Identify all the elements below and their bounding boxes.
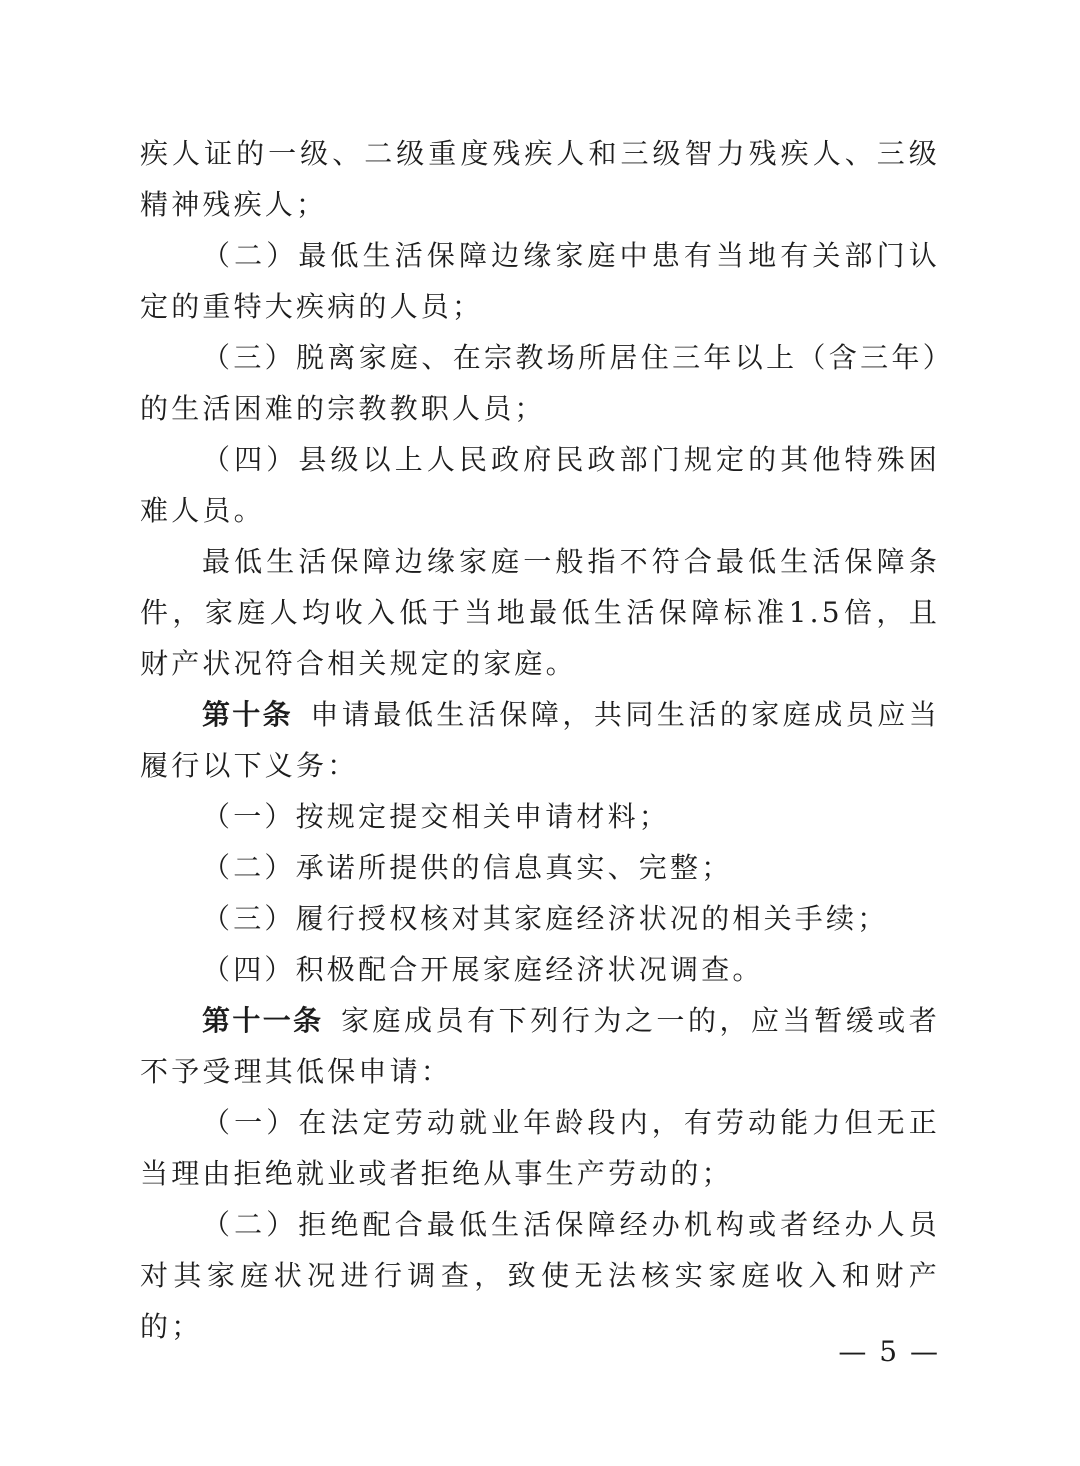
paragraph-text: （一）在法定劳动就业年龄段内，有劳动能力但无正当理由拒绝就业或者拒绝从事生产劳动的；: [140, 1106, 940, 1190]
paragraph: [140, 893, 940, 944]
paragraph-text: （一）按规定提交相关申请材料；: [202, 800, 671, 833]
page-number: — 5 —: [838, 1335, 940, 1368]
paragraph: [140, 791, 940, 842]
paragraph: [140, 128, 940, 230]
paragraph-text: （二）拒绝配合最低生活保障经办机构或者经办人员对其家庭状况进行调查，致使无法核实家庭收入和财产的；: [140, 1208, 940, 1343]
heading-spacer: [293, 698, 310, 731]
paragraph: [140, 536, 940, 689]
paragraph-text: 家庭成员有下列行为之一的，应当暂缓或者不予受理其低保申请：: [140, 1004, 940, 1088]
paragraph: [140, 230, 940, 332]
paragraph-text: （四）县级以上人民政府民政部门规定的其他特殊困难人员。: [140, 443, 940, 527]
paragraph-text: 最低生活保障边缘家庭一般指不符合最低生活保障条件，家庭人均收入低于当地最低生活保障标准1.5倍，且财产状况符合相关规定的家庭。: [140, 545, 940, 680]
article-heading: 第十条: [202, 698, 293, 731]
paragraph: [140, 1097, 940, 1199]
paragraph-text: （三）履行授权核对其家庭经济状况的相关手续；: [202, 902, 889, 935]
paragraph-text: 申请最低生活保障，共同生活的家庭成员应当履行以下义务：: [140, 698, 940, 782]
paragraph: [140, 842, 940, 893]
article-heading: 第十一条: [202, 1004, 324, 1037]
paragraph-text: （二）承诺所提供的信息真实、完整；: [202, 851, 733, 884]
paragraph: [140, 434, 940, 536]
paragraph: [140, 332, 940, 434]
paragraph-text: （二）最低生活保障边缘家庭中患有当地有关部门认定的重特大疾病的人员；: [140, 239, 940, 323]
paragraph: [140, 1199, 940, 1352]
paragraph: [140, 995, 940, 1097]
paragraph-text: （三）脱离家庭、在宗教场所居住三年以上（含三年）的生活困难的宗教教职人员；: [140, 341, 940, 425]
heading-spacer: [323, 1004, 340, 1037]
document-body: [140, 128, 940, 1352]
paragraph-text: 疾人证的一级、二级重度残疾人和三级智力残疾人、三级精神残疾人；: [140, 137, 940, 221]
paragraph: [140, 944, 940, 995]
paragraph: [140, 689, 940, 791]
paragraph-text: （四）积极配合开展家庭经济状况调查。: [202, 953, 764, 986]
